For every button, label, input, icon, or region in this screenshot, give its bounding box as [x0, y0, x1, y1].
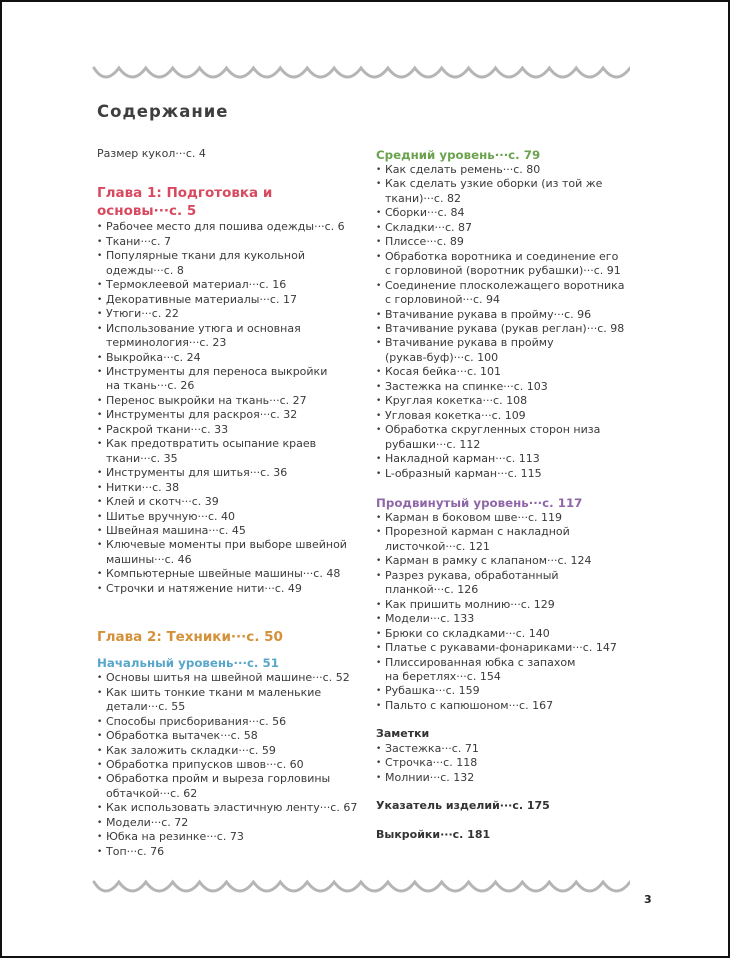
toc-entry: • Обработка воротника и соединение его с горловиной (воротник рубашки)···с. 91	[376, 250, 638, 279]
toc-entry: • Прорезной карман с накладной листочкой···с. 121	[376, 525, 638, 554]
toc-entry: • Застежка···с. 71	[376, 742, 638, 756]
index-entry: Указатель изделий···с. 175	[376, 799, 550, 813]
toc-entry: • Пальто с капюшоном···с. 167	[376, 699, 638, 713]
intermediate-level-heading: Средний уровень···с. 79	[376, 148, 541, 162]
toc-entry: • Использование утюга и основная терминология···с. 23	[97, 322, 359, 351]
toc-entry: • Разрез рукава, обработанный планкой···с. 126	[376, 569, 638, 598]
toc-entry: • Декоративные материалы···с. 17	[97, 293, 359, 307]
toc-entry-doll-size: Размер кукол···с. 4	[97, 147, 206, 160]
toc-entry: • Обработка пройм и выреза горловины обтачкой···с. 62	[97, 772, 359, 801]
toc-entry: • Застежка на спинке···с. 103	[376, 380, 638, 394]
toc-entry: • Нитки···с. 38	[97, 481, 359, 495]
chapter-2-heading: Глава 2: Техники···с. 50	[97, 629, 283, 646]
toc-entry: • Втачивание рукава в пройму···с. 96	[376, 308, 638, 322]
toc-entry: • Перенос выкройки на ткань···с. 27	[97, 394, 359, 408]
toc-entry: • Косая бейка···с. 101	[376, 365, 638, 379]
toc-entry: • Складки···с. 87	[376, 221, 638, 235]
toc-entry: • Как предотвратить осыпание краев ткани···с. 35	[97, 437, 359, 466]
toc-entry: • Выкройка···с. 24	[97, 351, 359, 365]
toc-entry: • Карман в боковом шве···с. 119	[376, 511, 638, 525]
toc-entry: • Клей и скотч···с. 39	[97, 495, 359, 509]
toc-entry: • Соединение плосколежащего воротника с горловиной···с. 94	[376, 279, 638, 308]
toc-entry: • Швейная машина···с. 45	[97, 524, 359, 538]
toc-entry: • Утюги···с. 22	[97, 307, 359, 321]
toc-entry: • Компьютерные швейные машины···с. 48	[97, 567, 359, 581]
toc-entry: • Рубашка···с. 159	[376, 684, 638, 698]
toc-entry: • Термоклеевой материал···с. 16	[97, 278, 359, 292]
toc-entry: • Модели···с. 72	[97, 816, 359, 830]
toc-entry: • Модели···с. 133	[376, 612, 638, 626]
toc-entry: • Накладной карман···с. 113	[376, 452, 638, 466]
toc-entry: • Строчки и натяжение нити···с. 49	[97, 582, 359, 596]
toc-entry: • Обработка скругленных сторон низа рубашки···с. 112	[376, 423, 638, 452]
chapter-1-heading: Глава 1: Подготовка и основы···с. 5	[97, 185, 273, 220]
toc-entry: • Молнии···с. 132	[376, 771, 638, 785]
page-number: 3	[644, 893, 652, 906]
toc-entry: • Топ···с. 76	[97, 845, 359, 859]
toc-entry: • Плиссе···с. 89	[376, 235, 638, 249]
toc-entry: • Инструменты для раскроя···с. 32	[97, 408, 359, 422]
chapter-1-list	[97, 220, 359, 596]
toc-entry: • Обработка припусков швов···с. 60	[97, 758, 359, 772]
toc-entry: • Ткани···с. 7	[97, 235, 359, 249]
toc-entry: • Как сделать ремень···с. 80	[376, 163, 638, 177]
intermediate-list	[376, 163, 638, 481]
toc-entry: • Платье с рукавами-фонариками···с. 147	[376, 641, 638, 655]
scallop-border-bottom-icon	[92, 878, 630, 894]
page-title: Содержание	[97, 102, 229, 121]
beginner-list	[97, 671, 359, 859]
beginner-level-heading: Начальный уровень···с. 51	[97, 656, 279, 671]
toc-entry: • Втачивание рукава в пройму (рукав-буф)···с. 100	[376, 336, 638, 365]
toc-entry: • Брюки со складками···с. 140	[376, 627, 638, 641]
toc-entry: • Как использовать эластичную ленту···с. 67	[97, 801, 359, 815]
toc-entry: • Как пришить молнию···с. 129	[376, 598, 638, 612]
toc-entry: • Плиссированная юбка с запахом на беретлях···с. 154	[376, 656, 638, 685]
notes-heading: Заметки	[376, 727, 430, 741]
toc-entry: • Угловая кокетка···с. 109	[376, 409, 638, 423]
toc-entry: • Круглая кокетка···с. 108	[376, 394, 638, 408]
toc-entry: • Обработка вытачек···с. 58	[97, 729, 359, 743]
toc-entry: • Шитье вручную···с. 40	[97, 510, 359, 524]
toc-entry: • Сборки···с. 84	[376, 206, 638, 220]
toc-entry: • Строчка···с. 118	[376, 756, 638, 770]
notes-list	[376, 742, 638, 785]
patterns-entry: Выкройки···с. 181	[376, 827, 491, 841]
advanced-level-heading: Продвинутый уровень···с. 117	[376, 495, 583, 510]
toc-entry: • Основы шитья на швейной машине···с. 52	[97, 671, 359, 685]
toc-entry: • Карман в рамку с клапаном···с. 124	[376, 554, 638, 568]
toc-entry: • Втачивание рукава (рукав реглан)···с. 98	[376, 322, 638, 336]
toc-entry: • Юбка на резинке···с. 73	[97, 830, 359, 844]
toc-entry: • Как заложить складки···с. 59	[97, 744, 359, 758]
toc-entry: • Как сделать узкие оборки (из той же ткани)···с. 82	[376, 177, 638, 206]
toc-entry: • Инструменты для шитья···с. 36	[97, 466, 359, 480]
scallop-border-top-icon	[92, 64, 630, 80]
toc-entry: • Рабочее место для пошива одежды···с. 6	[97, 220, 359, 234]
toc-entry: • Инструменты для переноса выкройки на ткань···с. 26	[97, 365, 359, 394]
toc-entry: • Раскрой ткани···с. 33	[97, 423, 359, 437]
toc-entry: • Ключевые моменты при выборе швейной машины···с. 46	[97, 538, 359, 567]
toc-left-column	[97, 147, 359, 859]
advanced-list	[376, 511, 638, 713]
toc-entry: • Способы присборивания···с. 56	[97, 715, 359, 729]
toc-entry: • Популярные ткани для кукольной одежды···с. 8	[97, 249, 359, 278]
toc-entry: • L-образный карман···с. 115	[376, 467, 638, 481]
toc-right-column	[376, 147, 638, 842]
toc-entry: • Как шить тонкие ткани м маленькие детали···с. 55	[97, 686, 359, 715]
